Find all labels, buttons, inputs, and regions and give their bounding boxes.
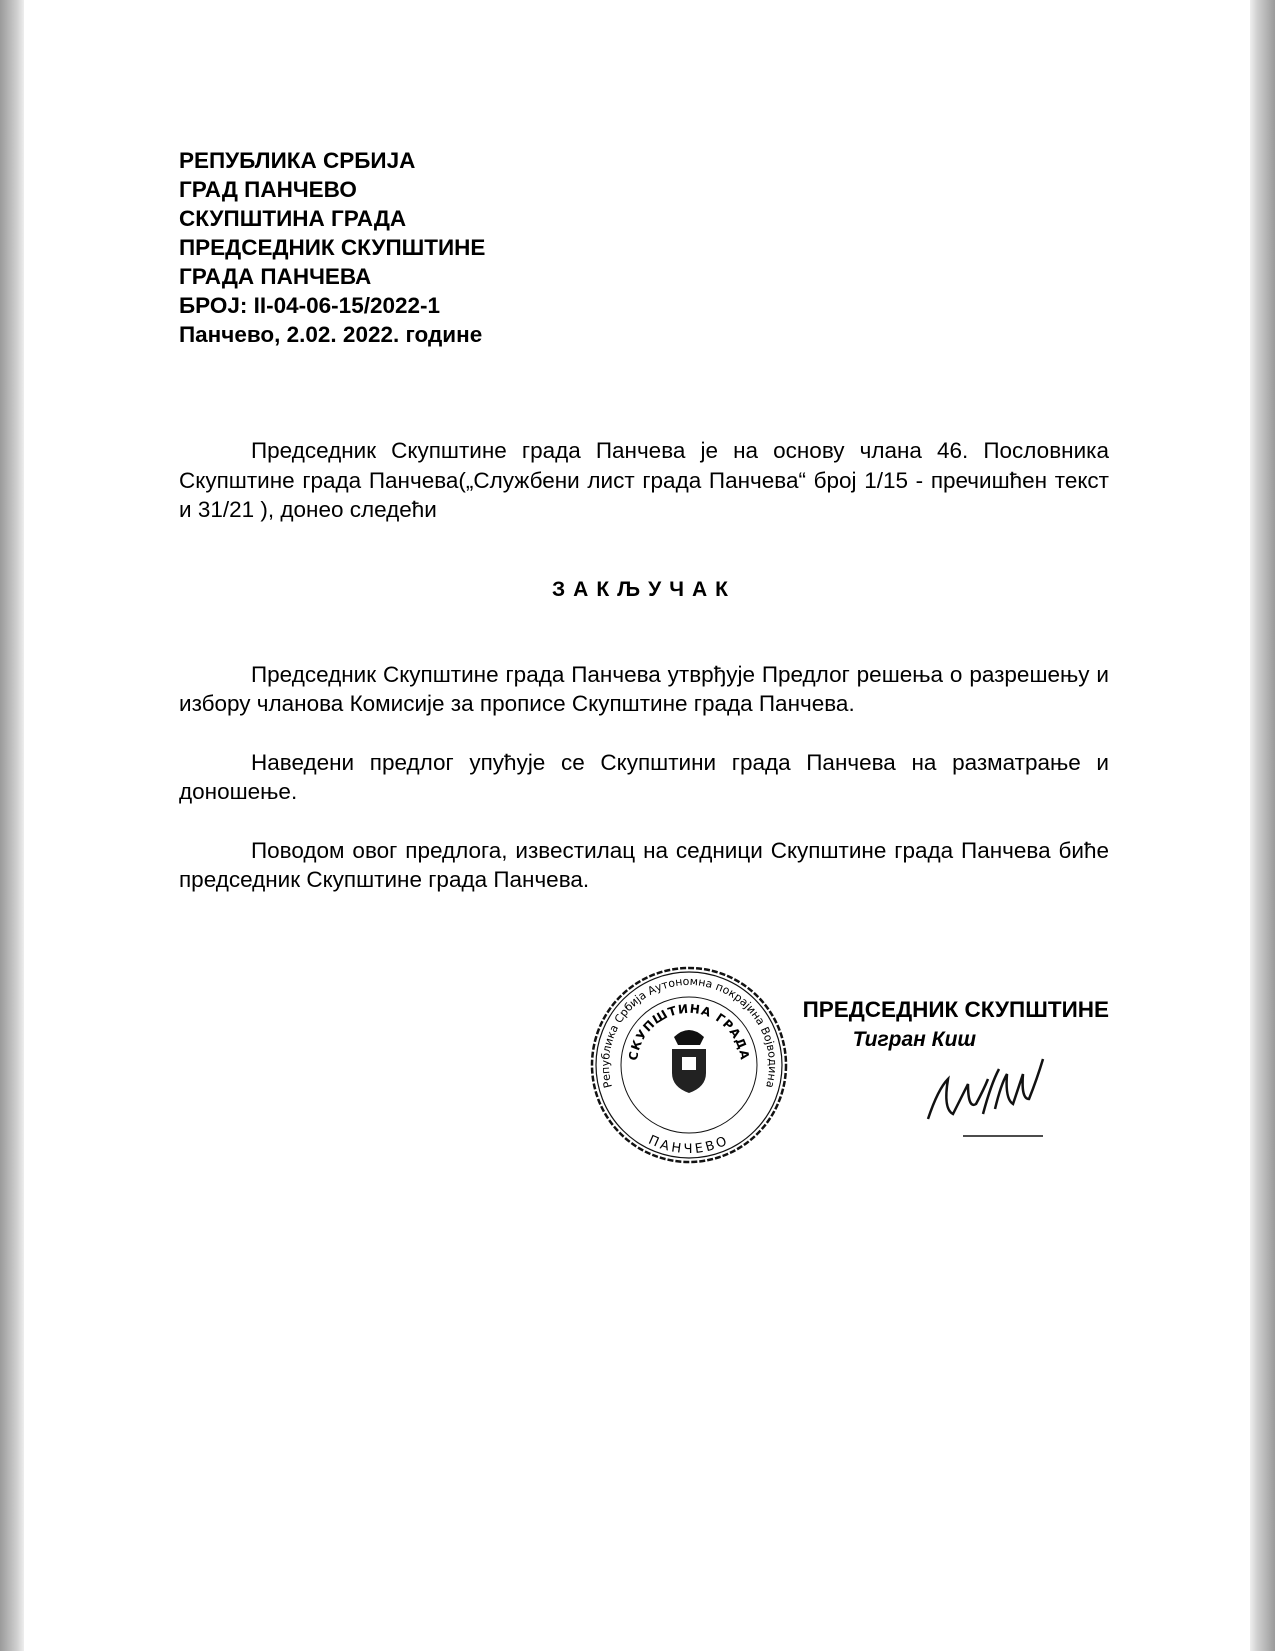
stamp-outer-text: Република Србија Аутономна покрајина Војводина <box>598 974 779 1089</box>
stamp-bottom-text: ПАНЧЕВО <box>645 1132 732 1157</box>
preamble-text: Председник Скупштине града Панчева је на основу члана 46. Пословника Скупштине града Панчева(„Службени лист града Панчева“ број 1/15 - пречишћен текст и 31/21 ), донео следећи <box>179 438 1109 522</box>
paragraph-2 <box>179 748 1109 807</box>
paragraph-3 <box>179 836 1109 895</box>
official-stamp <box>589 965 789 1165</box>
header-country: РЕПУБЛИКА СРБИЈА <box>179 148 416 173</box>
document-page <box>179 146 1109 1165</box>
coat-of-arms-icon <box>672 1030 706 1093</box>
scan-edge-left <box>0 0 24 1651</box>
paragraph-2-text: Наведени предлог упућује се Скупштини града Панчева на разматрање и доношење. <box>179 749 1109 804</box>
paragraph-1 <box>179 660 1109 719</box>
signatory-title: ПРЕДСЕДНИК СКУПШТИНЕ <box>802 996 1109 1022</box>
header-date: Панчево, 2.02. 2022. године <box>179 322 483 347</box>
scan-edge-right <box>1250 0 1275 1651</box>
handwritten-signature <box>923 1054 1073 1144</box>
signatory-name: Тигран Киш <box>852 1027 977 1051</box>
header-city-genitive: ГРАДА ПАНЧЕВА <box>179 264 372 289</box>
header-city: ГРАД ПАНЧЕВО <box>179 177 357 202</box>
paragraph-3-text: Поводом овог предлога, известилац на седници Скупштине града Панчева биће председник Скупштине града Панчева. <box>179 837 1109 892</box>
header-number: БРОЈ: II-04-06-15/2022-1 <box>179 293 441 318</box>
paragraph-1-text: Председник Скупштине града Панчева утврђује Предлог решења о разрешењу и избору чланова Комисије за прописе Скупштине града Панчева. <box>179 661 1109 716</box>
stamp-inner-text: СКУПШТИНА ГРАДА <box>625 1001 752 1061</box>
preamble <box>179 436 1109 525</box>
document-header <box>179 146 1109 349</box>
signatory <box>803 965 1109 1144</box>
document-title: ЗАКЉУЧАК <box>552 577 736 601</box>
header-president: ПРЕДСЕДНИК СКУПШТИНЕ <box>179 235 486 260</box>
header-assembly: СКУПШТИНА ГРАДА <box>179 206 407 231</box>
signature-block <box>179 965 1109 1165</box>
